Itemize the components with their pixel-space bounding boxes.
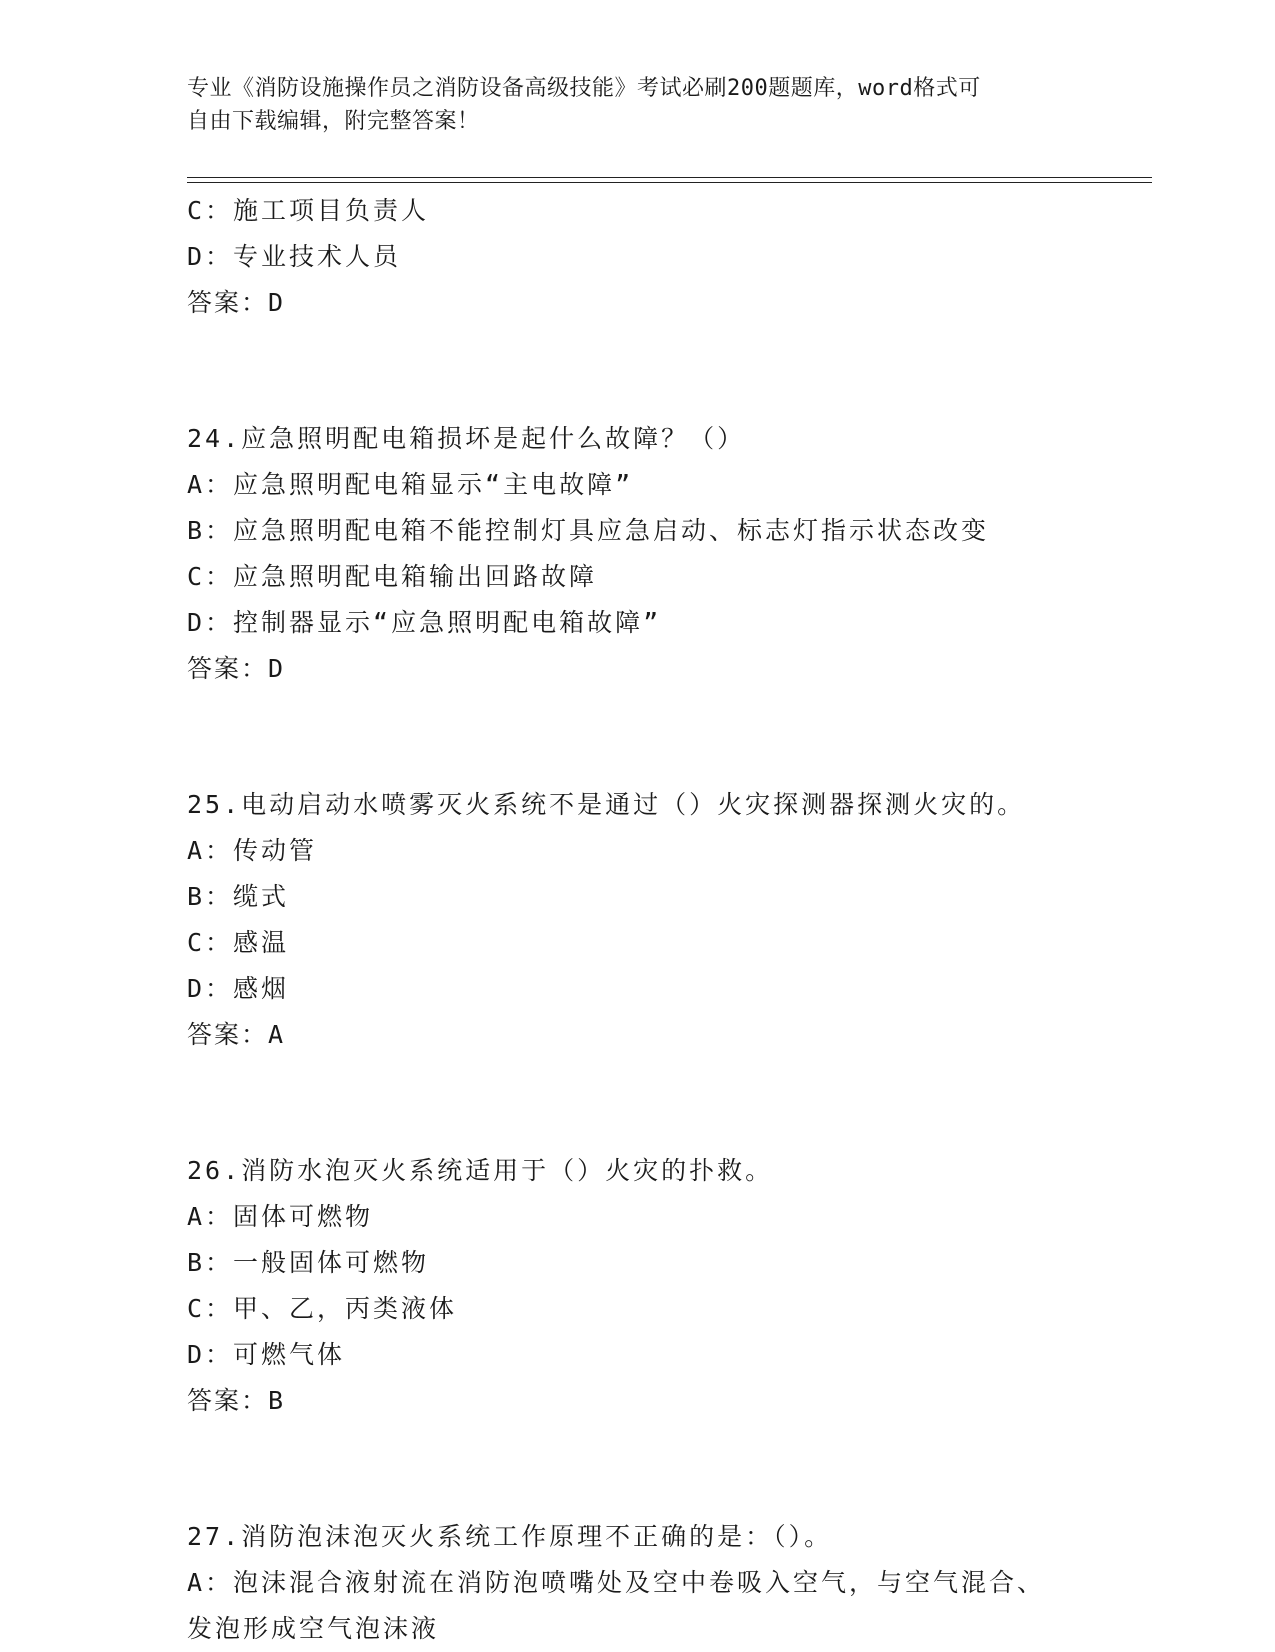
option-a-line-1: A：泡沫混合液射流在消防泡喷嘴处及空中卷吸入空气，与空气混合、 — [187, 1568, 1046, 1597]
option-a: A：固体可燃物 — [187, 1202, 374, 1231]
option-b: B：一般固体可燃物 — [187, 1248, 430, 1277]
option-b: B：应急照明配电箱不能控制灯具应急启动、标志灯指示状态改变 — [187, 516, 990, 545]
question-list — [187, 188, 1147, 1652]
answer: 答案：B — [187, 1386, 286, 1415]
option-c: C：施工项目负责人 — [187, 196, 430, 225]
option-a: A：应急照明配电箱显示“主电故障” — [187, 470, 634, 499]
option-a: A：传动管 — [187, 836, 318, 865]
header-divider-bottom — [187, 182, 1152, 183]
question-stem: 26.消防水泡灭火系统适用于（）火灾的扑救。 — [187, 1156, 774, 1185]
question-27 — [187, 1514, 1147, 1652]
question-25 — [187, 782, 1147, 1058]
option-c: C：应急照明配电箱输出回路故障 — [187, 562, 598, 591]
answer: 答案：A — [187, 1020, 286, 1049]
option-c: C：感温 — [187, 928, 290, 957]
spacer — [187, 692, 1147, 782]
header-line-1: 专业《消防设施操作员之消防设备高级技能》考试必刷200题题库，word格式可 — [187, 76, 981, 101]
spacer — [187, 326, 1147, 416]
option-a-line-2: 发泡形成空气泡沫液 — [187, 1614, 440, 1643]
option-c: C：甲、乙，丙类液体 — [187, 1294, 458, 1323]
option-d: D：感烟 — [187, 974, 290, 1003]
option-d: D：专业技术人员 — [187, 242, 402, 271]
question-23-tail — [187, 188, 1147, 326]
header-divider-top — [187, 177, 1152, 178]
answer: 答案：D — [187, 654, 286, 683]
option-d: D：控制器显示“应急照明配电箱故障” — [187, 608, 662, 637]
question-24 — [187, 416, 1147, 692]
header-line-2: 自由下载编辑，附完整答案！ — [187, 109, 480, 134]
question-stem: 24.应急照明配电箱损坏是起什么故障？（） — [187, 424, 746, 453]
spacer — [187, 1058, 1147, 1148]
question-26 — [187, 1148, 1147, 1424]
option-d: D：可燃气体 — [187, 1340, 346, 1369]
question-stem: 27.消防泡沫泡灭火系统工作原理不正确的是：（）。 — [187, 1522, 833, 1551]
spacer — [187, 1424, 1147, 1514]
option-b: B：缆式 — [187, 882, 290, 911]
answer: 答案：D — [187, 288, 286, 317]
document-header — [187, 72, 1067, 138]
question-stem: 25.电动启动水喷雾灭火系统不是通过（）火灾探测器探测火灾的。 — [187, 790, 1026, 819]
